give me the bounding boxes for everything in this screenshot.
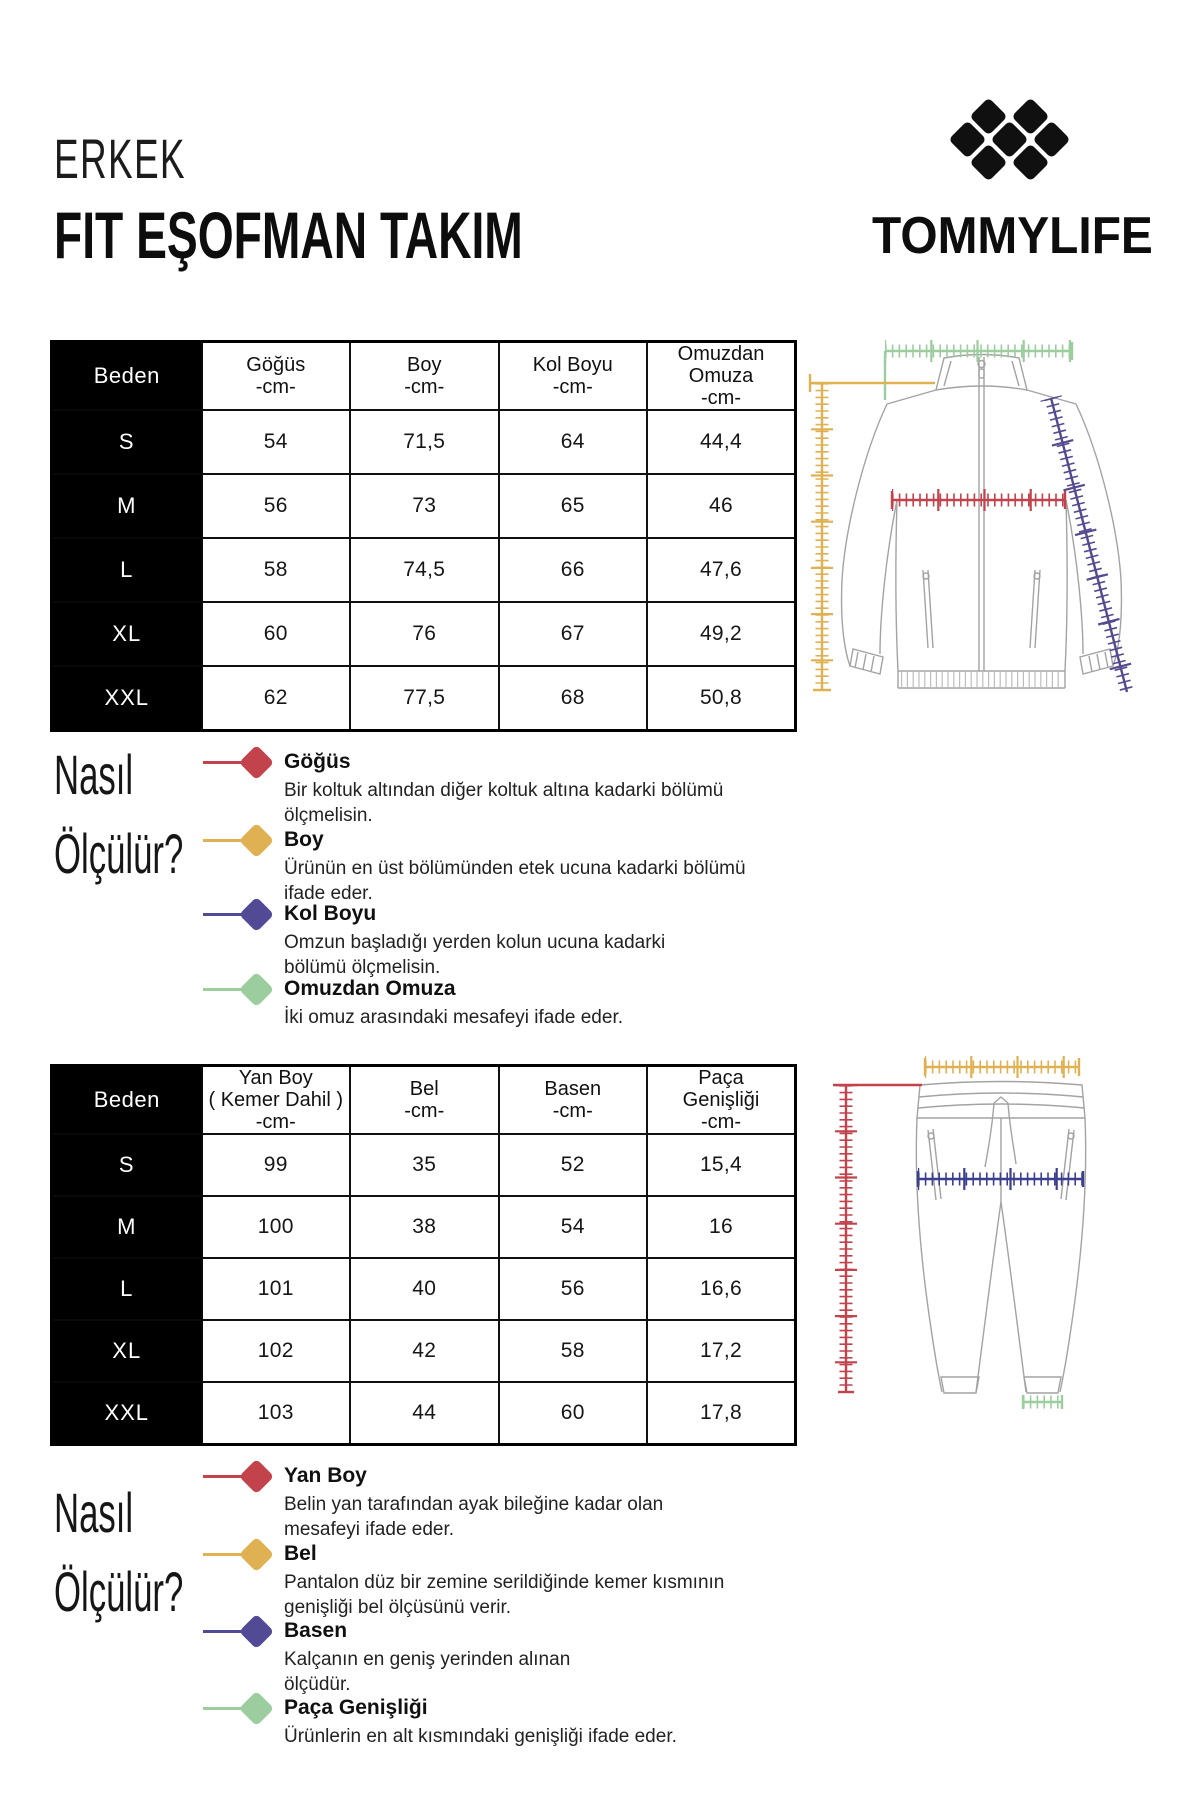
heading-line: Ölçülür? — [54, 1560, 184, 1623]
legend-title: Göğüs — [284, 750, 351, 773]
side-length-diamond-icon — [203, 1462, 284, 1490]
column-header-boy: Boy -cm- — [350, 342, 499, 411]
column-header-yan-boy: Yan Boy ( Kemer Dahil ) -cm- — [202, 1066, 351, 1135]
jacket-drawing — [842, 355, 1122, 689]
table-row: XXL 103 44 60 17,8 — [52, 1382, 796, 1444]
sleeve-diamond-icon — [203, 900, 284, 928]
legend-description: İki omuz arasındaki mesafeyi ifade eder. — [284, 1007, 624, 1028]
title-gender: ERKEK — [54, 127, 186, 190]
legend-description: Ürünlerin en alt kısmındaki genişliği ifade eder. — [284, 1726, 677, 1747]
legend-item-bel — [203, 1540, 724, 1620]
legend-description: Bir koltuk altından diğer koltuk altına kadarki bölümü ölçmelisin. — [284, 780, 724, 826]
legend-title: Bel — [284, 1542, 317, 1565]
chest-diamond-icon — [203, 748, 284, 776]
legend-description: Omzun başladığı yerden kolun ucuna kadarki bölümü ölçmelisin. — [284, 932, 666, 978]
brand-logo — [860, 100, 1160, 266]
legend-description: Pantalon düz bir zemine serildiğinde kemer kısmının genişliği bel ölçüsünü verir. — [284, 1572, 725, 1618]
column-header-beden: Beden — [52, 1066, 202, 1135]
heading-line: Nasıl — [54, 1481, 134, 1544]
hip-ruler — [918, 1171, 1083, 1187]
legend-item-omuzdan-omuza — [203, 975, 623, 1030]
legend-description: Ürünün en üst bölümünden etek ucuna kadarki bölümü ifade eder. — [284, 858, 746, 904]
legend-title: Paça Genişliği — [284, 1696, 428, 1719]
heading-line: Ölçülür? — [54, 822, 184, 885]
column-header-beden: Beden — [52, 342, 202, 411]
legend-item-gogus — [203, 748, 723, 828]
title-product: FIT EŞOFMAN TAKIM — [54, 198, 523, 272]
table-row: L 101 40 56 16,6 — [52, 1258, 796, 1320]
shoulder-diamond-icon — [203, 975, 284, 1003]
table-row: M 100 38 54 16 — [52, 1196, 796, 1258]
legend-description: Belin yan tarafından ayak bileğine kadar olan mesafeyi ifade eder. — [284, 1494, 664, 1540]
length-ruler — [810, 374, 935, 690]
legend-item-boy — [203, 826, 746, 906]
column-header-gogus: Göğüs -cm- — [202, 342, 351, 411]
legend-title: Boy — [284, 828, 324, 851]
table-row: XL 60 76 67 49,2 — [52, 602, 796, 666]
table-row: XXL 62 77,5 68 50,8 — [52, 666, 796, 730]
heading-line: Nasıl — [54, 743, 134, 806]
hip-diamond-icon — [203, 1617, 284, 1645]
legend-item-paca-genisligi — [203, 1694, 677, 1749]
legend-title: Omuzdan Omuza — [284, 977, 456, 1000]
table-header-row — [52, 342, 796, 411]
jacket-size-table — [50, 340, 797, 732]
pants-drawing — [916, 1082, 1085, 1394]
waist-diamond-icon — [203, 1540, 284, 1568]
pants-size-table — [50, 1064, 797, 1446]
table-row: L 58 74,5 66 47,6 — [52, 538, 796, 602]
waist-ruler — [925, 1058, 1079, 1076]
legend-item-yan-boy — [203, 1462, 663, 1542]
legend-item-basen — [203, 1617, 570, 1697]
legend-title: Kol Boyu — [284, 902, 377, 925]
legend-description: Kalçanın en geniş yerinden alınan ölçüdür. — [284, 1649, 571, 1695]
table-header-row — [52, 1066, 796, 1135]
column-header-basen: Basen -cm- — [499, 1066, 648, 1135]
legend-title: Yan Boy — [284, 1464, 367, 1487]
pants-illustration — [795, 1040, 1125, 1410]
hem-width-diamond-icon — [203, 1694, 284, 1722]
legend-title: Basen — [284, 1619, 348, 1642]
hem-width-ruler — [1023, 1395, 1062, 1409]
column-header-kol-boyu: Kol Boyu -cm- — [499, 342, 648, 411]
column-header-bel: Bel -cm- — [350, 1066, 499, 1135]
length-diamond-icon — [203, 826, 284, 854]
jacket-illustration — [795, 330, 1195, 730]
column-header-omuzdan-omuza: Omuzdan Omuza -cm- — [647, 342, 796, 411]
column-header-paca-genisligi: Paça Genişliği -cm- — [647, 1066, 796, 1135]
table-row: S 54 71,5 64 44,4 — [52, 410, 796, 474]
sleeve-ruler — [1051, 398, 1127, 692]
table-row: XL 102 42 58 17,2 — [52, 1320, 796, 1382]
page-title — [54, 126, 724, 273]
table-row: M 56 73 65 46 — [52, 474, 796, 538]
table-row: S 99 35 52 15,4 — [52, 1134, 796, 1196]
legend-item-kol-boyu — [203, 900, 665, 980]
brand-logo-icon — [935, 100, 1085, 192]
brand-name: TOMMYLIFE — [872, 207, 1153, 265]
side-length-ruler — [833, 1085, 922, 1392]
